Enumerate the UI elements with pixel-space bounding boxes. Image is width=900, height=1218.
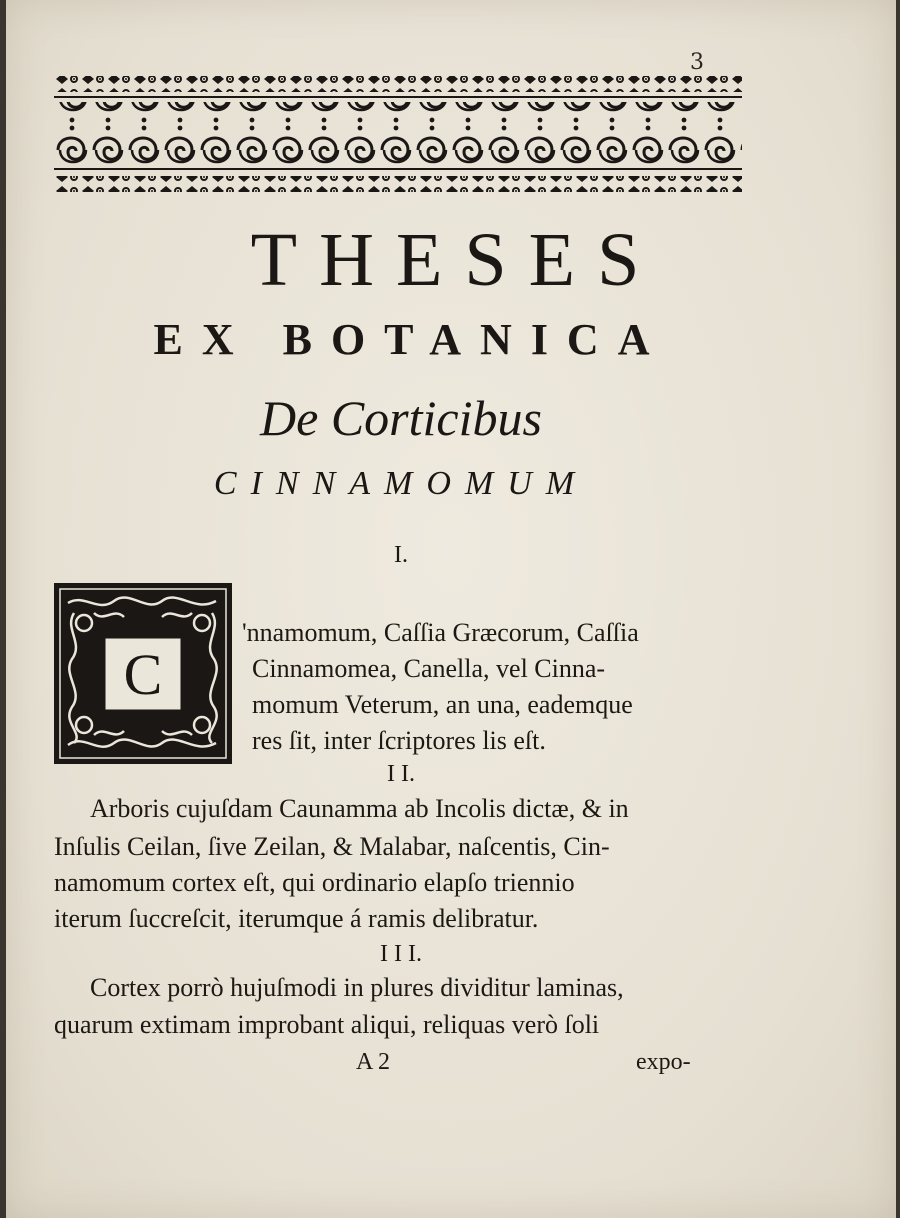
text-line: res ſit, inter ſcriptores lis eſt.	[252, 726, 546, 755]
text-line: momum Veterum, an una, eademque	[252, 690, 633, 719]
section-numeral-2: I I.	[387, 761, 415, 787]
text-line: namomum cortex eſt, qui ordinario elapſo triennio	[54, 868, 575, 897]
text-line: Cortex porrò hujuſmodi in plures dividitur laminas,	[90, 973, 624, 1002]
drop-cap-letter: C	[123, 642, 163, 707]
text-line: Cinnamomea, Canella, vel Cinna-	[252, 654, 606, 683]
text-line: 'nnamomum, Caſſia Græcorum, Caſſia	[242, 618, 639, 647]
text-line: Inſulis Ceilan, ſive Zeilan, & Malabar, naſcentis, Cin-	[54, 832, 610, 861]
text-line: iterum ſuccreſcit, iterumque á ramis delibratur.	[54, 904, 539, 933]
catchword: expo-	[636, 1049, 691, 1075]
title-cinnamomum: CINNAMOMUM	[213, 465, 589, 502]
section-numeral-1: I.	[394, 542, 408, 568]
headpiece-ornament	[54, 72, 742, 200]
book-page	[6, 0, 896, 1218]
text-line: Arboris cujuſdam Caunamma ab Incolis dictæ, & in	[90, 794, 629, 823]
signature-mark: A 2	[356, 1049, 391, 1075]
title-ex-botanica: EX BOTANICA	[153, 315, 669, 364]
text-line: quarum extimam improbant aliqui, reliquas verò ſoli	[54, 1010, 600, 1039]
decorated-initial	[54, 583, 232, 764]
title-de-corticibus: De Corticibus	[260, 390, 542, 446]
title-theses: THESES	[250, 218, 662, 302]
page-number: 3	[690, 50, 704, 75]
section-numeral-3: I I I.	[380, 941, 422, 967]
